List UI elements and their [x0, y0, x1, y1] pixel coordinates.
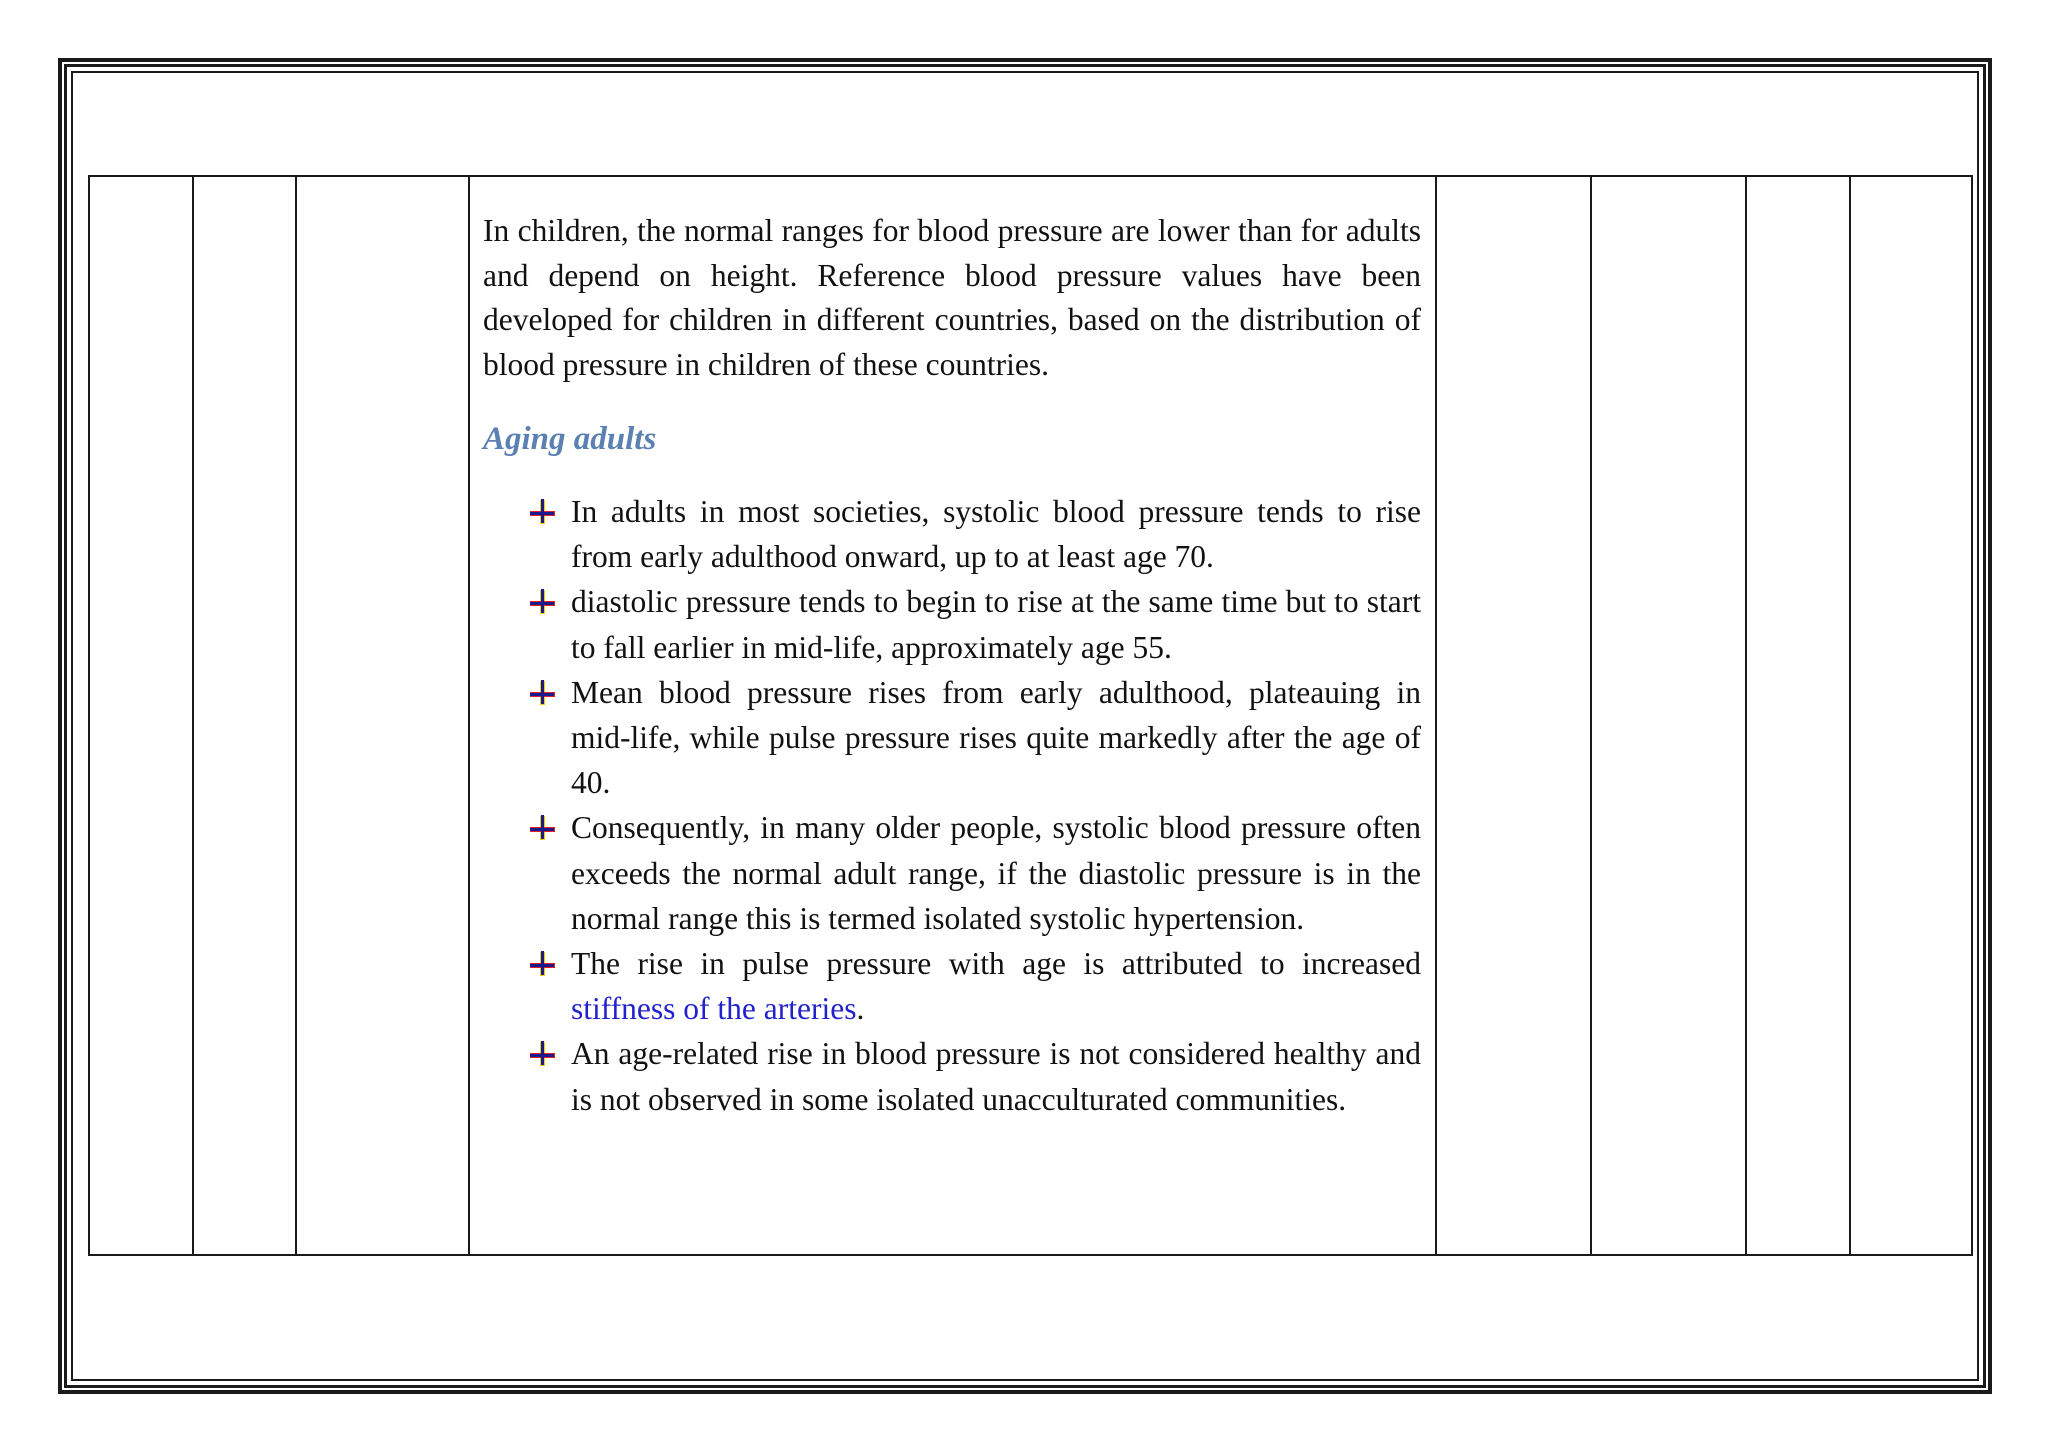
- cross-bullet-icon: [527, 1039, 557, 1069]
- empty-cell-8: [1850, 176, 1972, 1255]
- bullet-text: In adults in most societies, systolic blood pressure tends to rise from early adulthood onward, up to at least age 70.: [571, 494, 1421, 575]
- bullet-text: Mean blood pressure rises from early adulthood, plateauing in mid-life, while pulse pressure rises quite markedly after the age of 40.: [571, 674, 1421, 801]
- cross-bullet-icon: [527, 949, 557, 979]
- empty-cell-7: [1746, 176, 1850, 1255]
- bullet-text: An age-related rise in blood pressure is not considered healthy and is not observed in some isolated unacculturated communities.: [571, 1036, 1421, 1117]
- empty-cell-6: [1591, 176, 1746, 1255]
- intro-paragraph: In children, the normal ranges for blood pressure are lower than for adults and depend on height. Reference blood pressure values have been developed for children in different countries, based on the distribution of blood pressure in children of these countries.: [483, 213, 1421, 382]
- bullet-text: Consequently, in many older people, systolic blood pressure often exceeds the normal adult range, if the diastolic pressure is in the normal range this is termed isolated systolic hypertension.: [571, 810, 1421, 936]
- section-heading: Aging adults: [483, 421, 657, 457]
- empty-cell-2: [193, 176, 296, 1255]
- cross-bullet-icon: [527, 587, 557, 617]
- bullet-list: [483, 489, 1421, 1122]
- arteries-stiffness-link[interactable]: stiffness of the arteries: [571, 991, 857, 1027]
- bullet-text: diastolic pressure tends to begin to rise at the same time but to start to fall earlier in mid-life, approximately age 55.: [571, 584, 1421, 665]
- list-item: [571, 805, 1421, 941]
- bullet-text-end: .: [856, 991, 865, 1027]
- list-item: [571, 941, 1421, 1031]
- cross-bullet-icon: [527, 497, 557, 527]
- list-item: [571, 1031, 1421, 1121]
- document-table: [88, 175, 1973, 1256]
- cross-bullet-icon: [527, 813, 557, 843]
- list-item: [571, 579, 1421, 669]
- list-item: [571, 489, 1421, 579]
- empty-cell-3: [296, 176, 469, 1255]
- empty-cell-1: [89, 176, 193, 1255]
- content-cell: [469, 176, 1436, 1255]
- list-item: [571, 670, 1421, 806]
- cross-bullet-icon: [527, 678, 557, 708]
- bullet-text: The rise in pulse pressure with age is attributed to increased: [571, 946, 1421, 982]
- empty-cell-5: [1436, 176, 1591, 1255]
